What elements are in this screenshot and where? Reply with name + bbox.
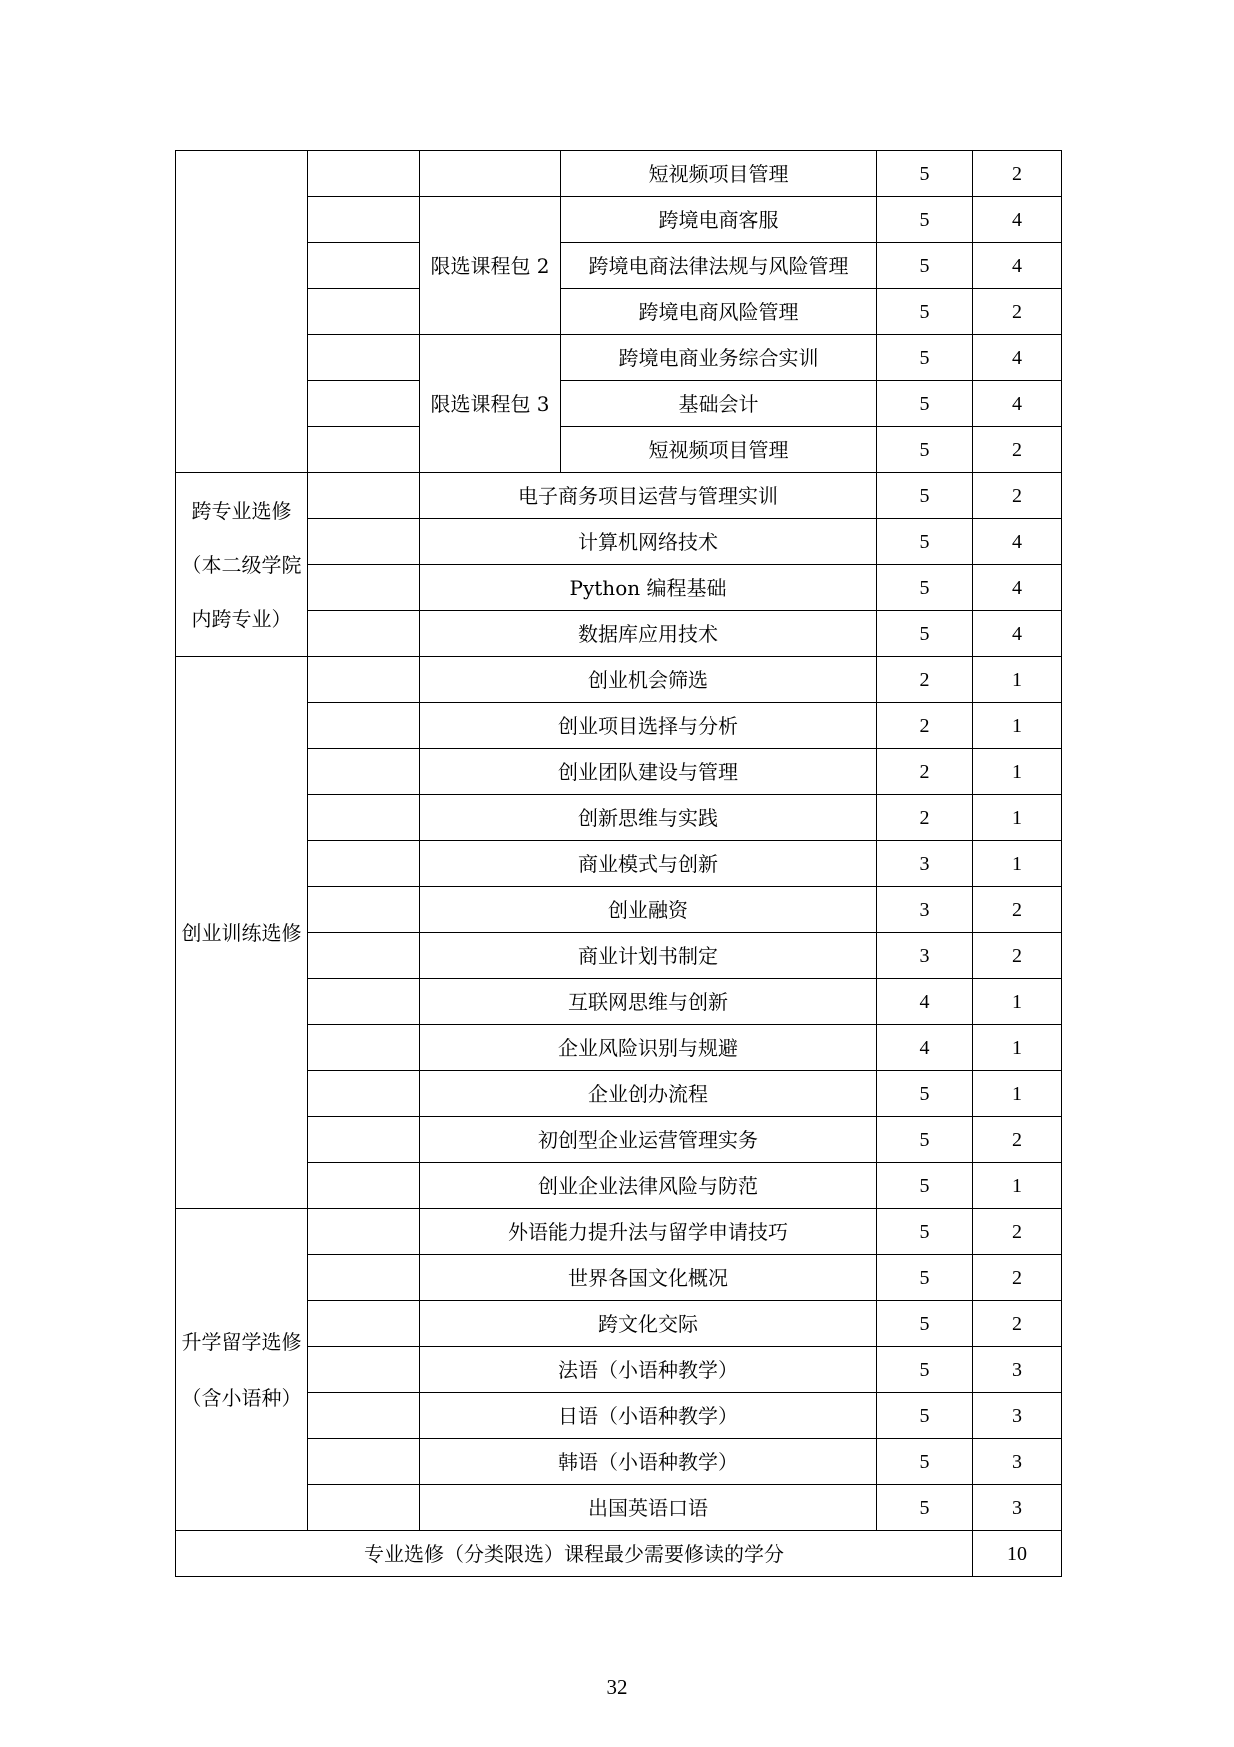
code-cell bbox=[308, 243, 420, 289]
credits-cell: 3 bbox=[973, 1347, 1062, 1393]
semester-cell: 2 bbox=[877, 749, 973, 795]
code-cell bbox=[308, 565, 420, 611]
credits-cell: 3 bbox=[973, 1485, 1062, 1531]
code-cell bbox=[308, 703, 420, 749]
semester-cell: 5 bbox=[877, 289, 973, 335]
credits-cell: 4 bbox=[973, 335, 1062, 381]
course-name: 跨境电商客服 bbox=[561, 197, 877, 243]
course-name: 日语（小语种教学） bbox=[420, 1393, 877, 1439]
category-label-study-abroad bbox=[176, 1209, 308, 1531]
package-cell bbox=[420, 151, 561, 197]
semester-cell: 2 bbox=[877, 657, 973, 703]
semester-cell: 5 bbox=[877, 197, 973, 243]
credits-cell: 1 bbox=[973, 841, 1062, 887]
credits-cell: 4 bbox=[973, 519, 1062, 565]
semester-cell: 4 bbox=[877, 979, 973, 1025]
credits-cell: 2 bbox=[973, 473, 1062, 519]
semester-cell: 5 bbox=[877, 1393, 973, 1439]
credits-cell: 1 bbox=[973, 1025, 1062, 1071]
table-row bbox=[176, 1393, 1062, 1439]
code-cell bbox=[308, 611, 420, 657]
code-cell bbox=[308, 1347, 420, 1393]
course-name: 法语（小语种教学） bbox=[420, 1347, 877, 1393]
semester-cell: 5 bbox=[877, 1255, 973, 1301]
code-cell bbox=[308, 151, 420, 197]
table-row bbox=[176, 887, 1062, 933]
course-name: 短视频项目管理 bbox=[561, 427, 877, 473]
code-cell bbox=[308, 335, 420, 381]
elective-course-table bbox=[175, 150, 1062, 1577]
credits-cell: 2 bbox=[973, 887, 1062, 933]
table-row bbox=[176, 289, 1062, 335]
semester-cell: 5 bbox=[877, 1163, 973, 1209]
code-cell bbox=[308, 289, 420, 335]
category-label-line: （含小语种） bbox=[181, 1385, 302, 1410]
table-row bbox=[176, 151, 1062, 197]
table-row bbox=[176, 1025, 1062, 1071]
course-name: 计算机网络技术 bbox=[420, 519, 877, 565]
semester-cell: 5 bbox=[877, 1117, 973, 1163]
code-cell bbox=[308, 1393, 420, 1439]
course-name: 数据库应用技术 bbox=[420, 611, 877, 657]
table-row bbox=[176, 473, 1062, 519]
code-cell bbox=[308, 519, 420, 565]
course-name: 外语能力提升法与留学申请技巧 bbox=[420, 1209, 877, 1255]
course-name: Python 编程基础 bbox=[420, 565, 877, 611]
credits-cell: 2 bbox=[973, 1117, 1062, 1163]
course-name: 电子商务项目运营与管理实训 bbox=[420, 473, 877, 519]
table-row bbox=[176, 979, 1062, 1025]
code-cell bbox=[308, 887, 420, 933]
table-row bbox=[176, 1439, 1062, 1485]
table-row bbox=[176, 1163, 1062, 1209]
course-name: 跨境电商业务综合实训 bbox=[561, 335, 877, 381]
code-cell bbox=[308, 1301, 420, 1347]
credits-cell: 3 bbox=[973, 1439, 1062, 1485]
credits-cell: 2 bbox=[973, 289, 1062, 335]
credits-cell: 1 bbox=[973, 795, 1062, 841]
course-name: 基础会计 bbox=[561, 381, 877, 427]
table-row bbox=[176, 1071, 1062, 1117]
semester-cell: 5 bbox=[877, 427, 973, 473]
code-cell bbox=[308, 1117, 420, 1163]
semester-cell: 5 bbox=[877, 1301, 973, 1347]
credits-cell: 2 bbox=[973, 933, 1062, 979]
table-footer-row bbox=[176, 1531, 1062, 1577]
semester-cell: 5 bbox=[877, 565, 973, 611]
semester-cell: 5 bbox=[877, 381, 973, 427]
table-row bbox=[176, 1117, 1062, 1163]
credits-cell: 2 bbox=[973, 1255, 1062, 1301]
category-label-startup: 创业训练选修 bbox=[176, 657, 308, 1209]
semester-cell: 5 bbox=[877, 1485, 973, 1531]
code-cell bbox=[308, 795, 420, 841]
table-row bbox=[176, 243, 1062, 289]
table-row bbox=[176, 611, 1062, 657]
semester-cell: 2 bbox=[877, 795, 973, 841]
credits-cell: 4 bbox=[973, 243, 1062, 289]
credits-cell: 2 bbox=[973, 151, 1062, 197]
table-row bbox=[176, 381, 1062, 427]
course-name: 跨境电商风险管理 bbox=[561, 289, 877, 335]
credits-cell: 2 bbox=[973, 1209, 1062, 1255]
package-label: 限选课程包 2 bbox=[420, 197, 561, 335]
credits-cell: 2 bbox=[973, 427, 1062, 473]
credits-cell: 4 bbox=[973, 197, 1062, 243]
semester-cell: 5 bbox=[877, 473, 973, 519]
semester-cell: 3 bbox=[877, 887, 973, 933]
semester-cell: 5 bbox=[877, 1209, 973, 1255]
code-cell bbox=[308, 473, 420, 519]
code-cell bbox=[308, 657, 420, 703]
credits-cell: 2 bbox=[973, 1301, 1062, 1347]
code-cell bbox=[308, 427, 420, 473]
table-row bbox=[176, 1485, 1062, 1531]
course-name: 互联网思维与创新 bbox=[420, 979, 877, 1025]
package-label: 限选课程包 3 bbox=[420, 335, 561, 473]
credits-cell: 1 bbox=[973, 979, 1062, 1025]
semester-cell: 5 bbox=[877, 1347, 973, 1393]
code-cell bbox=[308, 1071, 420, 1117]
semester-cell: 5 bbox=[877, 519, 973, 565]
table-row bbox=[176, 1209, 1062, 1255]
course-name: 世界各国文化概况 bbox=[420, 1255, 877, 1301]
credits-cell: 1 bbox=[973, 1071, 1062, 1117]
table-row bbox=[176, 841, 1062, 887]
course-name: 创业企业法律风险与防范 bbox=[420, 1163, 877, 1209]
course-name: 创新思维与实践 bbox=[420, 795, 877, 841]
code-cell bbox=[308, 933, 420, 979]
code-cell bbox=[308, 1485, 420, 1531]
table-row bbox=[176, 197, 1062, 243]
credits-cell: 1 bbox=[973, 749, 1062, 795]
code-cell bbox=[308, 979, 420, 1025]
table-row bbox=[176, 335, 1062, 381]
semester-cell: 5 bbox=[877, 611, 973, 657]
course-name: 企业风险识别与规避 bbox=[420, 1025, 877, 1071]
min-credits-label: 专业选修（分类限选）课程最少需要修读的学分 bbox=[176, 1531, 973, 1577]
credits-cell: 1 bbox=[973, 1163, 1062, 1209]
table-row bbox=[176, 657, 1062, 703]
category-label-line: （本二级学院 bbox=[181, 552, 302, 577]
course-name: 跨境电商法律法规与风险管理 bbox=[561, 243, 877, 289]
table-row bbox=[176, 1301, 1062, 1347]
table-row bbox=[176, 749, 1062, 795]
category-cell-empty bbox=[176, 151, 308, 473]
course-name: 初创型企业运营管理实务 bbox=[420, 1117, 877, 1163]
table-row bbox=[176, 795, 1062, 841]
semester-cell: 5 bbox=[877, 243, 973, 289]
course-name: 韩语（小语种教学） bbox=[420, 1439, 877, 1485]
code-cell bbox=[308, 197, 420, 243]
credits-cell: 4 bbox=[973, 565, 1062, 611]
semester-cell: 5 bbox=[877, 1071, 973, 1117]
table-row bbox=[176, 703, 1062, 749]
course-name: 商业计划书制定 bbox=[420, 933, 877, 979]
course-name: 短视频项目管理 bbox=[561, 151, 877, 197]
semester-cell: 2 bbox=[877, 703, 973, 749]
code-cell bbox=[308, 1163, 420, 1209]
semester-cell: 3 bbox=[877, 841, 973, 887]
credits-cell: 4 bbox=[973, 381, 1062, 427]
semester-cell: 5 bbox=[877, 1439, 973, 1485]
semester-cell: 3 bbox=[877, 933, 973, 979]
course-name: 商业模式与创新 bbox=[420, 841, 877, 887]
code-cell bbox=[308, 841, 420, 887]
table-row bbox=[176, 933, 1062, 979]
credits-cell: 3 bbox=[973, 1393, 1062, 1439]
category-label-cross-major bbox=[176, 473, 308, 657]
table-row bbox=[176, 1347, 1062, 1393]
course-name: 企业创办流程 bbox=[420, 1071, 877, 1117]
semester-cell: 4 bbox=[877, 1025, 973, 1071]
semester-cell: 5 bbox=[877, 335, 973, 381]
credits-cell: 4 bbox=[973, 611, 1062, 657]
table-row bbox=[176, 427, 1062, 473]
course-name: 创业机会筛选 bbox=[420, 657, 877, 703]
category-label-line: 升学留学选修 bbox=[181, 1329, 302, 1354]
course-name: 创业项目选择与分析 bbox=[420, 703, 877, 749]
table-row bbox=[176, 519, 1062, 565]
page-number: 32 bbox=[606, 1675, 628, 1699]
code-cell bbox=[308, 1439, 420, 1485]
credits-cell: 1 bbox=[973, 703, 1062, 749]
course-name: 创业团队建设与管理 bbox=[420, 749, 877, 795]
min-credits-value: 10 bbox=[973, 1531, 1062, 1577]
semester-cell: 5 bbox=[877, 151, 973, 197]
credits-cell: 1 bbox=[973, 657, 1062, 703]
category-label-line: 跨专业选修 bbox=[191, 498, 292, 523]
code-cell bbox=[308, 1255, 420, 1301]
course-name: 跨文化交际 bbox=[420, 1301, 877, 1347]
code-cell bbox=[308, 1025, 420, 1071]
code-cell bbox=[308, 1209, 420, 1255]
code-cell bbox=[308, 381, 420, 427]
code-cell bbox=[308, 749, 420, 795]
category-label-line: 内跨专业） bbox=[191, 606, 292, 631]
course-name: 创业融资 bbox=[420, 887, 877, 933]
course-name: 出国英语口语 bbox=[420, 1485, 877, 1531]
table-row bbox=[176, 565, 1062, 611]
table-row bbox=[176, 1255, 1062, 1301]
